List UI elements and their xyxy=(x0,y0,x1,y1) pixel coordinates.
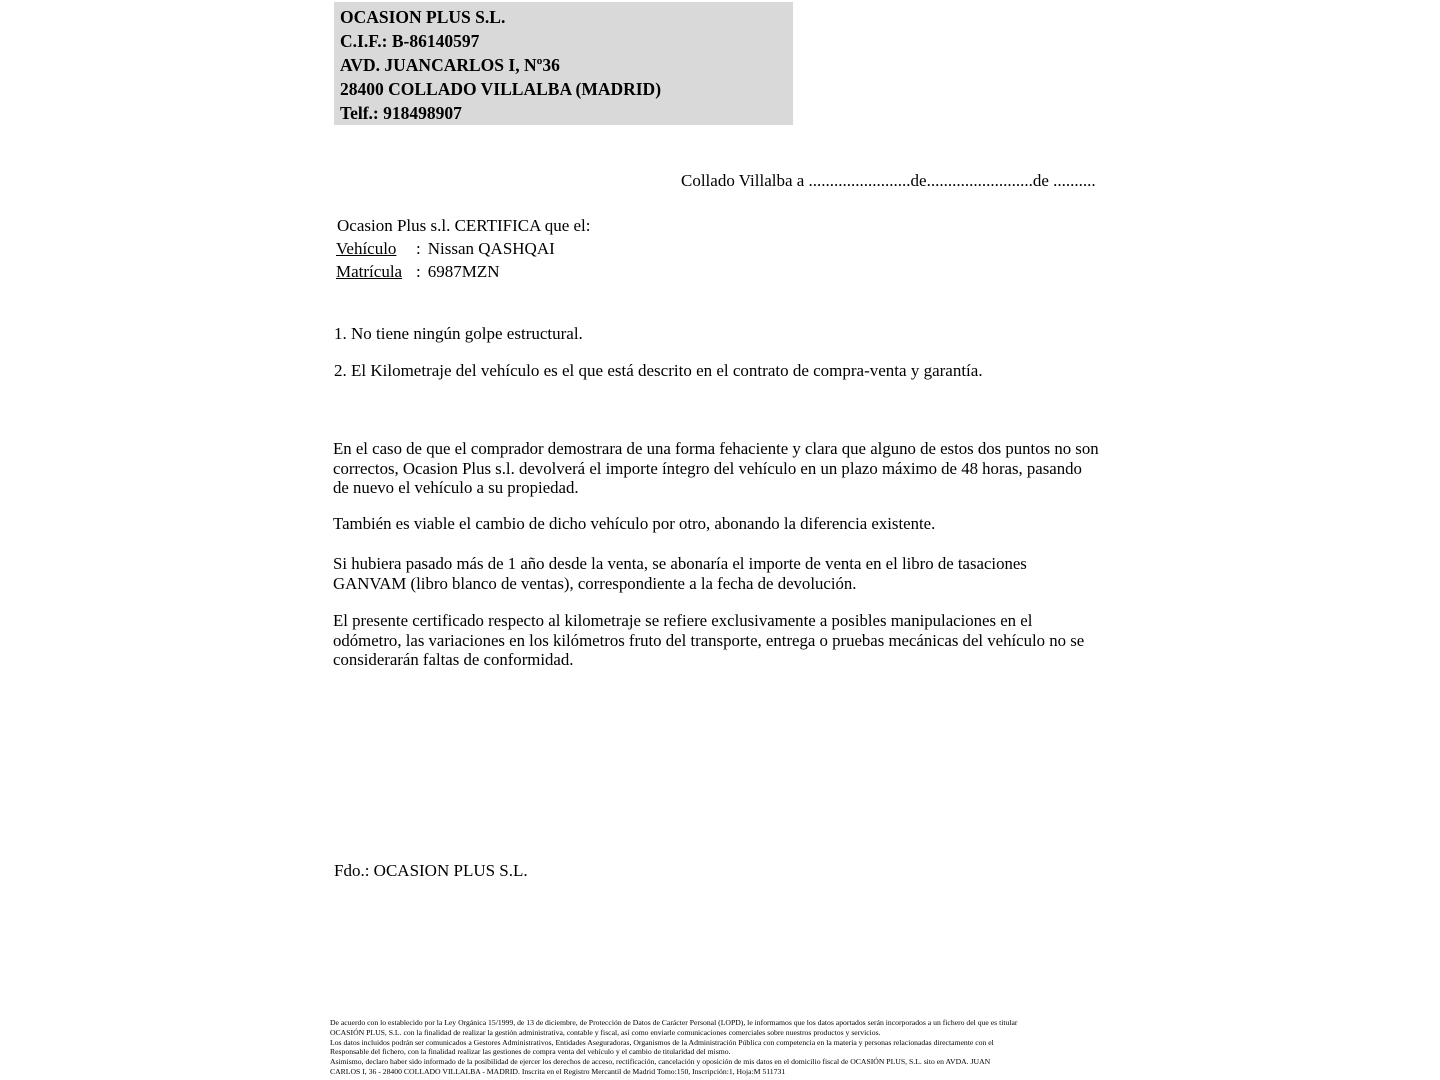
company-address: AVD. JUANCARLOS I, Nº36 xyxy=(340,55,560,75)
vehicle-separator: : xyxy=(416,239,421,258)
paragraph-refund: En el caso de que el comprador demostrara de una forma fehaciente y clara que alguno de estos dos puntos no son correctos, Ocasion Plus s.l. devolverá el importe íntegro del vehículo en un plazo máximo de 48 horas, pasando de nuevo el vehículo a su propiedad. xyxy=(333,439,1099,498)
company-phone: Telf.: 918498907 xyxy=(340,103,462,123)
paragraph-odometer: El presente certificado respecto al kilometraje se refiere exclusivamente a posibles manipulaciones en el odómetro, las variaciones en los kilómetros fruto del transporte, entrega o pruebas mecánicas del vehículo no se considerarán faltas de conformidad. xyxy=(333,611,1085,670)
legal-fineprint xyxy=(330,1018,1120,1077)
letterhead xyxy=(334,2,793,125)
legal-line-3: Los datos incluidos podrán ser comunicados a Gestores Administrativos, Entidades Aseguradoras, Organismos de la Administración Pública con competencia en la materia y personas relacionadas directamente con el xyxy=(330,1037,994,1047)
plate-field xyxy=(336,262,500,282)
plate-separator: : xyxy=(416,262,421,281)
certify-intro: Ocasion Plus s.l. CERTIFICA que el: xyxy=(337,216,591,235)
plate-label: Matrícula xyxy=(336,262,403,281)
date-place-line: Collado Villalba a ........................de.........................de .......... xyxy=(681,171,1096,190)
vehicle-value: Nissan QASHQAI xyxy=(427,239,555,258)
signature-line: Fdo.: OCASION PLUS S.L. xyxy=(334,861,528,880)
legal-line-6: CARLOS I, 36 - 28400 COLLADO VILLALBA - MADRID. Inscrita en el Registro Mercantil de Madrid Tomo:150, Inscripción:1, Hoja:M 511731 xyxy=(330,1066,786,1076)
company-cif: C.I.F.: B-86140597 xyxy=(340,31,480,51)
legal-line-1: De acuerdo con lo establecido por la Ley Orgánica 15/1999, de 13 de diciembre, de Protección de Datos de Carácter Personal (LOPD), le informamos que los datos aportados serán incorporados a un fichero del que es titular xyxy=(330,1018,1018,1027)
legal-line-5: Asimismo, declaro haber sido informado de la posibilidad de ejercer los derechos de acceso, rectificación, cancelación y oposición de mis datos en el domicilio fiscal de OCASIÓN PLUS, S.L. sito en AVDA. JUAN xyxy=(330,1057,991,1067)
point-mileage: 2. El Kilometraje del vehículo es el que está descrito en el contrato de compra-venta y garantía. xyxy=(334,361,983,380)
point-structural: 1. No tiene ningún golpe estructural. xyxy=(334,324,583,343)
vehicle-field xyxy=(336,239,555,259)
vehicle-label: Vehículo xyxy=(336,239,397,258)
legal-line-2: OCASIÓN PLUS, S.L. con la finalidad de realizar la gestión administrativa, contable y fiscal, así como enviarle comunicaciones comerciales sobre nuestros productos y servicios. xyxy=(330,1027,881,1037)
paragraph-ganvam: Si hubiera pasado más de 1 año desde la venta, se abonaría el importe de venta en el libro de tasaciones GANVAM (libro blanco de ventas), correspondiente a la fecha de devolución. xyxy=(333,554,1027,593)
plate-value: 6987MZN xyxy=(427,262,500,281)
company-city: 28400 COLLADO VILLALBA (MADRID) xyxy=(340,79,662,99)
paragraph-exchange: También es viable el cambio de dicho vehículo por otro, abonando la diferencia existente. xyxy=(333,514,936,533)
company-name: OCASION PLUS S.L. xyxy=(340,7,506,27)
legal-line-4: Responsable del fichero, con la finalidad realizar las gestiones de compra venta del vehículo y el cambio de titularidad del mismo. xyxy=(330,1047,731,1057)
